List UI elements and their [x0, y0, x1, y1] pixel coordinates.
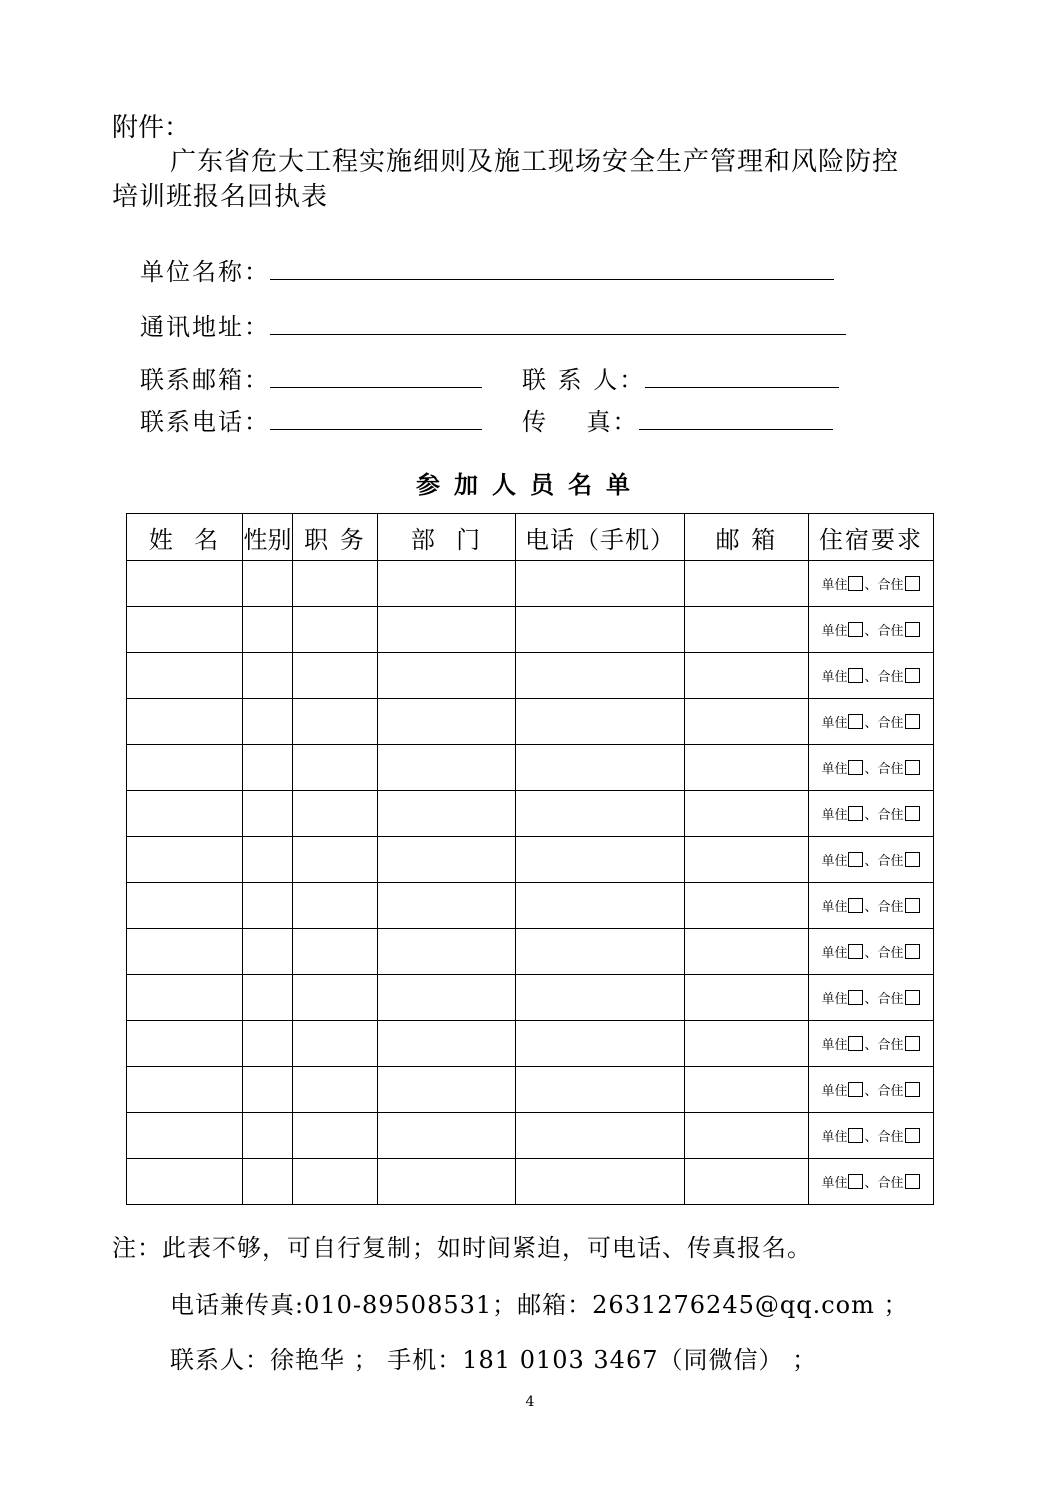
- shared-room-label: 合住: [877, 716, 904, 731]
- shared-room-label: 合住: [877, 854, 904, 869]
- table-row: [127, 1067, 934, 1113]
- single-room-label: 单住: [821, 992, 848, 1007]
- shared-room-checkbox[interactable]: [905, 668, 920, 683]
- single-room-label: 单住: [821, 808, 848, 823]
- lodging-cell: [809, 607, 934, 653]
- shared-room-label: 合住: [877, 946, 904, 961]
- department-cell[interactable]: [378, 791, 516, 837]
- single-room-checkbox[interactable]: [848, 1128, 863, 1143]
- phone-cell[interactable]: [516, 1067, 685, 1113]
- table-row: [127, 1021, 934, 1067]
- header-phone: 电话（手机）: [516, 514, 685, 561]
- name-cell[interactable]: [127, 561, 243, 607]
- name-cell[interactable]: [127, 607, 243, 653]
- department-cell[interactable]: [378, 883, 516, 929]
- header-position: 职 务: [293, 514, 378, 561]
- department-cell[interactable]: [378, 975, 516, 1021]
- header-name: 姓 名: [127, 514, 243, 561]
- email-cell[interactable]: [685, 1159, 809, 1205]
- single-room-checkbox[interactable]: [848, 576, 863, 591]
- name-cell[interactable]: [127, 791, 243, 837]
- lodging-cell: [809, 837, 934, 883]
- department-cell[interactable]: [378, 607, 516, 653]
- header-gender: 性别: [243, 514, 293, 561]
- single-room-checkbox[interactable]: [848, 714, 863, 729]
- phone-cell[interactable]: [516, 699, 685, 745]
- table-row: [127, 883, 934, 929]
- department-cell[interactable]: [378, 837, 516, 883]
- company-name-blank[interactable]: [270, 261, 834, 280]
- table-row: [127, 653, 934, 699]
- gender-cell[interactable]: [243, 607, 293, 653]
- email-cell[interactable]: [685, 607, 809, 653]
- participant-table: [126, 513, 934, 1205]
- single-room-checkbox[interactable]: [848, 622, 863, 637]
- phone-cell[interactable]: [516, 1159, 685, 1205]
- lodging-cell: [809, 699, 934, 745]
- single-room-checkbox[interactable]: [848, 1036, 863, 1051]
- name-cell[interactable]: [127, 837, 243, 883]
- position-cell[interactable]: [293, 837, 378, 883]
- phone-cell[interactable]: [516, 745, 685, 791]
- shared-room-label: 合住: [877, 624, 904, 639]
- single-room-label: 单住: [821, 854, 848, 869]
- email-field: [140, 360, 482, 395]
- single-room-label: 单住: [821, 716, 848, 731]
- shared-room-label: 合住: [877, 992, 904, 1007]
- name-cell[interactable]: [127, 653, 243, 699]
- lodging-cell: [809, 653, 934, 699]
- shared-room-checkbox[interactable]: [905, 806, 920, 821]
- gender-cell[interactable]: [243, 791, 293, 837]
- gender-cell[interactable]: [243, 1021, 293, 1067]
- table-row: [127, 561, 934, 607]
- email-cell[interactable]: [685, 837, 809, 883]
- single-room-label: 单住: [821, 900, 848, 915]
- position-cell[interactable]: [293, 883, 378, 929]
- single-room-checkbox[interactable]: [848, 1082, 863, 1097]
- contact-person-label: 联 系 人：: [522, 366, 646, 394]
- single-room-label: 单住: [821, 1038, 848, 1053]
- gender-cell[interactable]: [243, 883, 293, 929]
- position-cell[interactable]: [293, 1021, 378, 1067]
- contact-person-blank[interactable]: [645, 369, 839, 388]
- fax-field: [522, 402, 833, 437]
- table-row: [127, 607, 934, 653]
- single-room-checkbox[interactable]: [848, 852, 863, 867]
- email-cell[interactable]: [685, 883, 809, 929]
- position-cell[interactable]: [293, 607, 378, 653]
- address-blank[interactable]: [270, 316, 846, 335]
- phone-blank[interactable]: [270, 411, 482, 430]
- shared-room-checkbox[interactable]: [905, 714, 920, 729]
- address-field: [140, 307, 846, 342]
- department-cell[interactable]: [378, 1159, 516, 1205]
- single-room-checkbox[interactable]: [848, 668, 863, 683]
- contact-note: 联系人：徐艳华 ； 手机：181 0103 3467（同微信） ；: [170, 1346, 818, 1374]
- shared-room-checkbox[interactable]: [905, 898, 920, 913]
- attachment-heading: 附件：: [112, 113, 191, 143]
- separator: 、: [864, 578, 878, 593]
- table-row: [127, 837, 934, 883]
- single-room-checkbox[interactable]: [848, 806, 863, 821]
- department-cell[interactable]: [378, 1021, 516, 1067]
- separator: 、: [864, 1084, 878, 1099]
- position-cell[interactable]: [293, 1159, 378, 1205]
- position-cell[interactable]: [293, 791, 378, 837]
- phone-email-note: 电话兼传真:010-89508531；邮箱：2631276245@qq.com ；: [170, 1291, 909, 1319]
- gender-cell[interactable]: [243, 1113, 293, 1159]
- shared-room-label: 合住: [877, 1084, 904, 1099]
- phone-cell[interactable]: [516, 1113, 685, 1159]
- lodging-cell: [809, 1067, 934, 1113]
- email-cell[interactable]: [685, 653, 809, 699]
- gender-cell[interactable]: [243, 975, 293, 1021]
- separator: 、: [864, 1176, 878, 1191]
- gender-cell[interactable]: [243, 653, 293, 699]
- position-cell[interactable]: [293, 1113, 378, 1159]
- form-title-line2: 培训班报名回执表: [112, 182, 329, 212]
- shared-room-checkbox[interactable]: [905, 1174, 920, 1189]
- email-cell[interactable]: [685, 791, 809, 837]
- email-cell[interactable]: [685, 975, 809, 1021]
- separator: 、: [864, 624, 878, 639]
- address-label: 通讯地址：: [140, 313, 270, 341]
- email-cell[interactable]: [685, 1113, 809, 1159]
- participant-list-title: 参加人员名单: [416, 471, 644, 499]
- phone-cell[interactable]: [516, 837, 685, 883]
- email-cell[interactable]: [685, 1067, 809, 1113]
- lodging-cell: [809, 561, 934, 607]
- header-lodging: 住宿要求: [809, 514, 934, 561]
- shared-room-label: 合住: [877, 1038, 904, 1053]
- single-room-label: 单住: [821, 1084, 848, 1099]
- lodging-cell: [809, 929, 934, 975]
- fax-label: 传 真：: [522, 408, 639, 436]
- phone-cell[interactable]: [516, 561, 685, 607]
- name-cell[interactable]: [127, 975, 243, 1021]
- fax-blank[interactable]: [639, 411, 833, 430]
- separator: 、: [864, 670, 878, 685]
- phone-label: 联系电话：: [140, 408, 270, 436]
- form-title-line1: 广东省危大工程实施细则及施工现场安全生产管理和风险防控: [170, 147, 900, 177]
- shared-room-label: 合住: [877, 900, 904, 915]
- table-row: [127, 1159, 934, 1205]
- gender-cell[interactable]: [243, 837, 293, 883]
- page-number: 4: [525, 1394, 535, 1410]
- single-room-checkbox[interactable]: [848, 944, 863, 959]
- single-room-label: 单住: [821, 946, 848, 961]
- shared-room-checkbox[interactable]: [905, 1082, 920, 1097]
- lodging-cell: [809, 1113, 934, 1159]
- name-cell[interactable]: [127, 1113, 243, 1159]
- table-row: [127, 699, 934, 745]
- position-cell[interactable]: [293, 653, 378, 699]
- single-room-label: 单住: [821, 762, 848, 777]
- department-cell[interactable]: [378, 653, 516, 699]
- gender-cell[interactable]: [243, 745, 293, 791]
- shared-room-label: 合住: [877, 670, 904, 685]
- contact-person-field: [522, 360, 839, 395]
- name-cell[interactable]: [127, 1021, 243, 1067]
- name-cell[interactable]: [127, 929, 243, 975]
- single-room-label: 单住: [821, 1130, 848, 1145]
- shared-room-label: 合住: [877, 1176, 904, 1191]
- single-room-label: 单住: [821, 624, 848, 639]
- name-cell[interactable]: [127, 1159, 243, 1205]
- separator: 、: [864, 808, 878, 823]
- email-cell[interactable]: [685, 745, 809, 791]
- name-cell[interactable]: [127, 745, 243, 791]
- table-row: [127, 929, 934, 975]
- phone-cell[interactable]: [516, 653, 685, 699]
- phone-field: [140, 402, 482, 437]
- shared-room-label: 合住: [877, 808, 904, 823]
- shared-room-checkbox[interactable]: [905, 852, 920, 867]
- lodging-cell: [809, 1021, 934, 1067]
- position-cell[interactable]: [293, 561, 378, 607]
- email-cell[interactable]: [685, 929, 809, 975]
- company-name-label: 单位名称：: [140, 258, 270, 286]
- single-room-checkbox[interactable]: [848, 760, 863, 775]
- email-blank[interactable]: [270, 369, 482, 388]
- separator: 、: [864, 1130, 878, 1145]
- shared-room-checkbox[interactable]: [905, 760, 920, 775]
- gender-cell[interactable]: [243, 1159, 293, 1205]
- single-room-checkbox[interactable]: [848, 990, 863, 1005]
- department-cell[interactable]: [378, 929, 516, 975]
- phone-cell[interactable]: [516, 883, 685, 929]
- email-cell[interactable]: [685, 1021, 809, 1067]
- shared-room-checkbox[interactable]: [905, 990, 920, 1005]
- phone-cell[interactable]: [516, 929, 685, 975]
- separator: 、: [864, 854, 878, 869]
- separator: 、: [864, 762, 878, 777]
- phone-cell[interactable]: [516, 607, 685, 653]
- company-name-field: [140, 252, 834, 287]
- department-cell[interactable]: [378, 1113, 516, 1159]
- department-cell[interactable]: [378, 561, 516, 607]
- email-cell[interactable]: [685, 699, 809, 745]
- separator: 、: [864, 900, 878, 915]
- email-label: 联系邮箱：: [140, 366, 270, 394]
- table-row: [127, 975, 934, 1021]
- shared-room-checkbox[interactable]: [905, 622, 920, 637]
- department-cell[interactable]: [378, 699, 516, 745]
- department-cell[interactable]: [378, 745, 516, 791]
- separator: 、: [864, 992, 878, 1007]
- header-email: 邮 箱: [685, 514, 809, 561]
- email-cell[interactable]: [685, 561, 809, 607]
- table-header-row: [127, 514, 934, 561]
- table-row: [127, 1113, 934, 1159]
- phone-cell[interactable]: [516, 791, 685, 837]
- header-department: 部 门: [378, 514, 516, 561]
- gender-cell[interactable]: [243, 1067, 293, 1113]
- phone-cell[interactable]: [516, 975, 685, 1021]
- gender-cell[interactable]: [243, 561, 293, 607]
- separator: 、: [864, 716, 878, 731]
- table-row: [127, 745, 934, 791]
- position-cell[interactable]: [293, 975, 378, 1021]
- shared-room-checkbox[interactable]: [905, 576, 920, 591]
- lodging-cell: [809, 975, 934, 1021]
- single-room-checkbox[interactable]: [848, 1174, 863, 1189]
- gender-cell[interactable]: [243, 929, 293, 975]
- shared-room-label: 合住: [877, 578, 904, 593]
- shared-room-label: 合住: [877, 1130, 904, 1145]
- single-room-checkbox[interactable]: [848, 898, 863, 913]
- department-cell[interactable]: [378, 1067, 516, 1113]
- separator: 、: [864, 1038, 878, 1053]
- position-cell[interactable]: [293, 1067, 378, 1113]
- lodging-cell: [809, 883, 934, 929]
- shared-room-label: 合住: [877, 762, 904, 777]
- lodging-cell: [809, 745, 934, 791]
- table-row: [127, 791, 934, 837]
- shared-room-checkbox[interactable]: [905, 944, 920, 959]
- phone-cell[interactable]: [516, 1021, 685, 1067]
- position-cell[interactable]: [293, 745, 378, 791]
- name-cell[interactable]: [127, 883, 243, 929]
- note-line: 注：此表不够，可自行复制；如时间紧迫，可电话、传真报名。: [112, 1234, 812, 1262]
- position-cell[interactable]: [293, 699, 378, 745]
- single-room-label: 单住: [821, 578, 848, 593]
- lodging-cell: [809, 1159, 934, 1205]
- name-cell[interactable]: [127, 1067, 243, 1113]
- lodging-cell: [809, 791, 934, 837]
- shared-room-checkbox[interactable]: [905, 1036, 920, 1051]
- name-cell[interactable]: [127, 699, 243, 745]
- single-room-label: 单住: [821, 670, 848, 685]
- single-room-label: 单住: [821, 1176, 848, 1191]
- gender-cell[interactable]: [243, 699, 293, 745]
- shared-room-checkbox[interactable]: [905, 1128, 920, 1143]
- position-cell[interactable]: [293, 929, 378, 975]
- separator: 、: [864, 946, 878, 961]
